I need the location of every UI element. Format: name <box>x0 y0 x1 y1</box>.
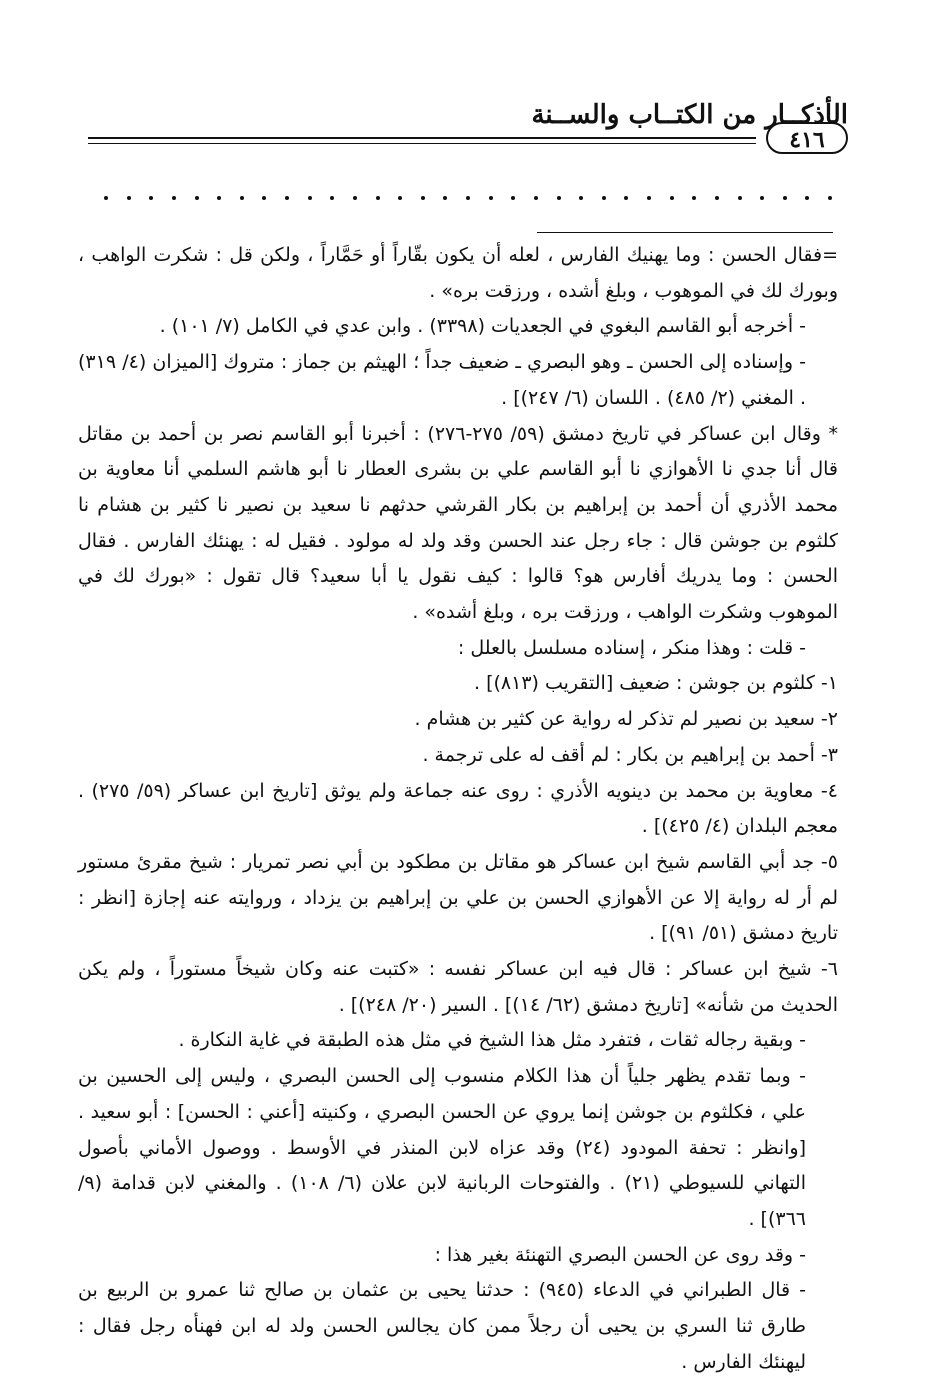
running-title: الأذكــار من الكتــاب والســنة <box>531 100 848 130</box>
paragraph-tabarani: - قال الطبراني في الدعاء (٩٤٥) : حدثنا يحيى بن عثمان بن صالح ثنا عمرو بن الربيع بن طارق ثنا السري بن يحيى أن رجلاً ممن كان يجالس الحسن ولد له ابن فهنأه رجل فقال : ليهنئك الفارس . <box>78 1279 806 1373</box>
separator-dot <box>534 196 538 200</box>
separator-dot <box>511 196 515 200</box>
separator-dot <box>489 196 493 200</box>
list-item-3: ٣- أحمد بن إبراهيم بن بكار : لم أقف له على ترجمة . <box>422 743 838 766</box>
list-item-1: ١- كلثوم بن جوشن : ضعيف [التقريب (٨١٣)] . <box>474 672 838 695</box>
separator-dot <box>262 196 266 200</box>
separator-dot <box>195 196 199 200</box>
separator-dot <box>760 196 764 200</box>
paragraph-other-narration: - وقد روى عن الحسن البصري التهنئة بغير هذا : <box>434 1243 806 1266</box>
paragraph-takhrij: - أخرجه أبو القاسم البغوي في الجعديات (٣٣٩٨) . وابن عدي في الكامل (٧/ ١٠١) . <box>159 315 806 338</box>
footnote-rule <box>537 232 833 233</box>
separator-dot <box>557 196 561 200</box>
paragraph-continuation: =فقال الحسن : وما يهنيك الفارس ، لعله أن يكون بقّاراً أو حَمَّاراً ، ولكن قل : شكرت الواهب ، وبورك لك في الموهوب ، وبلغ أشده ، ورزقت بره» . <box>78 244 838 302</box>
paragraph-comment: - قلت : وهذا منكر ، إسناده مسلسل بالعلل : <box>457 636 806 659</box>
separator-dot <box>127 196 131 200</box>
dotted-separator <box>104 188 832 208</box>
paragraph-remaining: - وبقية رجاله ثقات ، فتفرد مثل هذا الشيخ في مثل هذه الطبقة في غاية النكارة . <box>178 1029 806 1052</box>
paragraph-isnad: - وإسناده إلى الحسن ـ وهو البصري ـ ضعيف جداً ؛ الهيثم بن جماز : متروك [الميزان (٤/ ٣١٩) . المغني (٢/ ٤٨٥) . اللسان (٦/ ٢٤٧)] . <box>78 351 807 409</box>
list-item-2: ٢- سعيد بن نصير لم تذكر له رواية عن كثير بن هشام . <box>414 708 838 731</box>
list-item-5: ٥- جد أبي القاسم شيخ ابن عساكر هو مقاتل بن مطكود بن أبي نصر تمريار : شيخ مقرئ مستور لم أر له رواية إلا عن الأهوازي الحسن بن علي بن إبراهيم بن يزداد ، وروايته عنه إجازة [انظر : تاريخ دمشق (٥١/ ٩١)] . <box>78 850 838 945</box>
separator-dot <box>602 196 606 200</box>
separator-dot <box>579 196 583 200</box>
header-rule <box>88 137 756 144</box>
separator-dot <box>670 196 674 200</box>
separator-dot <box>647 196 651 200</box>
separator-dot <box>330 196 334 200</box>
separator-dot <box>240 196 244 200</box>
page-number: ٤١٦ <box>766 122 848 154</box>
separator-dot <box>715 196 719 200</box>
page-header <box>88 96 848 156</box>
separator-dot <box>466 196 470 200</box>
list-item-6: ٦- شيخ ابن عساكر : قال فيه ابن عساكر نفسه : «كتبت عنه وكان شيخاً مستوراً ، ولم يكن الحديث من شأنه» [تاريخ دمشق (٦٢/ ١٤)] . السير (٢٠/ ٢٤٨)] . <box>78 958 838 1016</box>
separator-dot <box>104 196 108 200</box>
separator-dot <box>285 196 289 200</box>
separator-dot <box>828 196 832 200</box>
separator-dot <box>421 196 425 200</box>
separator-dot <box>353 196 357 200</box>
separator-dot <box>398 196 402 200</box>
separator-dot <box>217 196 221 200</box>
separator-dot <box>805 196 809 200</box>
separator-dot <box>783 196 787 200</box>
footnote-text <box>78 238 838 1381</box>
separator-dot <box>443 196 447 200</box>
separator-dot <box>624 196 628 200</box>
list-item-4: ٤- معاوية بن محمد بن دينويه الأذري : روى عنه جماعة ولم يوثق [تاريخ ابن عساكر (٥٩/ ٢٧٥) . معجم البلدان (٤/ ٤٢٥)] . <box>78 779 838 838</box>
separator-dot <box>376 196 380 200</box>
paragraph-conclusion: - وبما تقدم يظهر جلياً أن هذا الكلام منسوب إلى الحسن البصري ، وليس إلى الحسين بن علي ، فكلثوم بن جوشن إنما يروي عن الحسن البصري ، وكنيته [أعني : الحسن] : أبو سعيد . [وانظر : تحفة المودود (٢٤) وقد عزاه لابن المنذر في الأوسط . ووصول الأماني بأصول التهاني للسيوطي (٢١) . والفتوحات الربانية لابن علان (٦/ ١٠٨) . والمغني لابن قدامة (٩/ ٣٦٦)] . <box>78 1065 807 1230</box>
paragraph-ibn-asakir: * وقال ابن عساكر في تاريخ دمشق (٥٩/ ٢٧٥-٢٧٦) : أخبرنا أبو القاسم نصر بن أحمد بن مقاتل قال أنا جدي نا الأهوازي نا أبو القاسم علي بن بشرى العطار نا أبو هاشم السلمي أنا معاوية بن محمد الأذري أن أحمد بن إبراهيم بن بكار القرشي حدثهم نا سعيد بن نصير نا كثير بن هشام نا كلثوم بن جوشن قال : جاء رجل عند الحسن وقد ولد له مولود . فقيل له : يهنئك الفارس . فقال الحسن : وما يدريك أفارس هو؟ قالوا : كيف نقول يا أبا سعيد؟ قال تقول : «بورك لك في الموهوب وشكرت الواهب ، ورزقت بره ، وبلغ أشده» . <box>78 422 838 624</box>
separator-dot <box>149 196 153 200</box>
separator-dot <box>738 196 742 200</box>
separator-dot <box>692 196 696 200</box>
separator-dot <box>308 196 312 200</box>
separator-dot <box>172 196 176 200</box>
